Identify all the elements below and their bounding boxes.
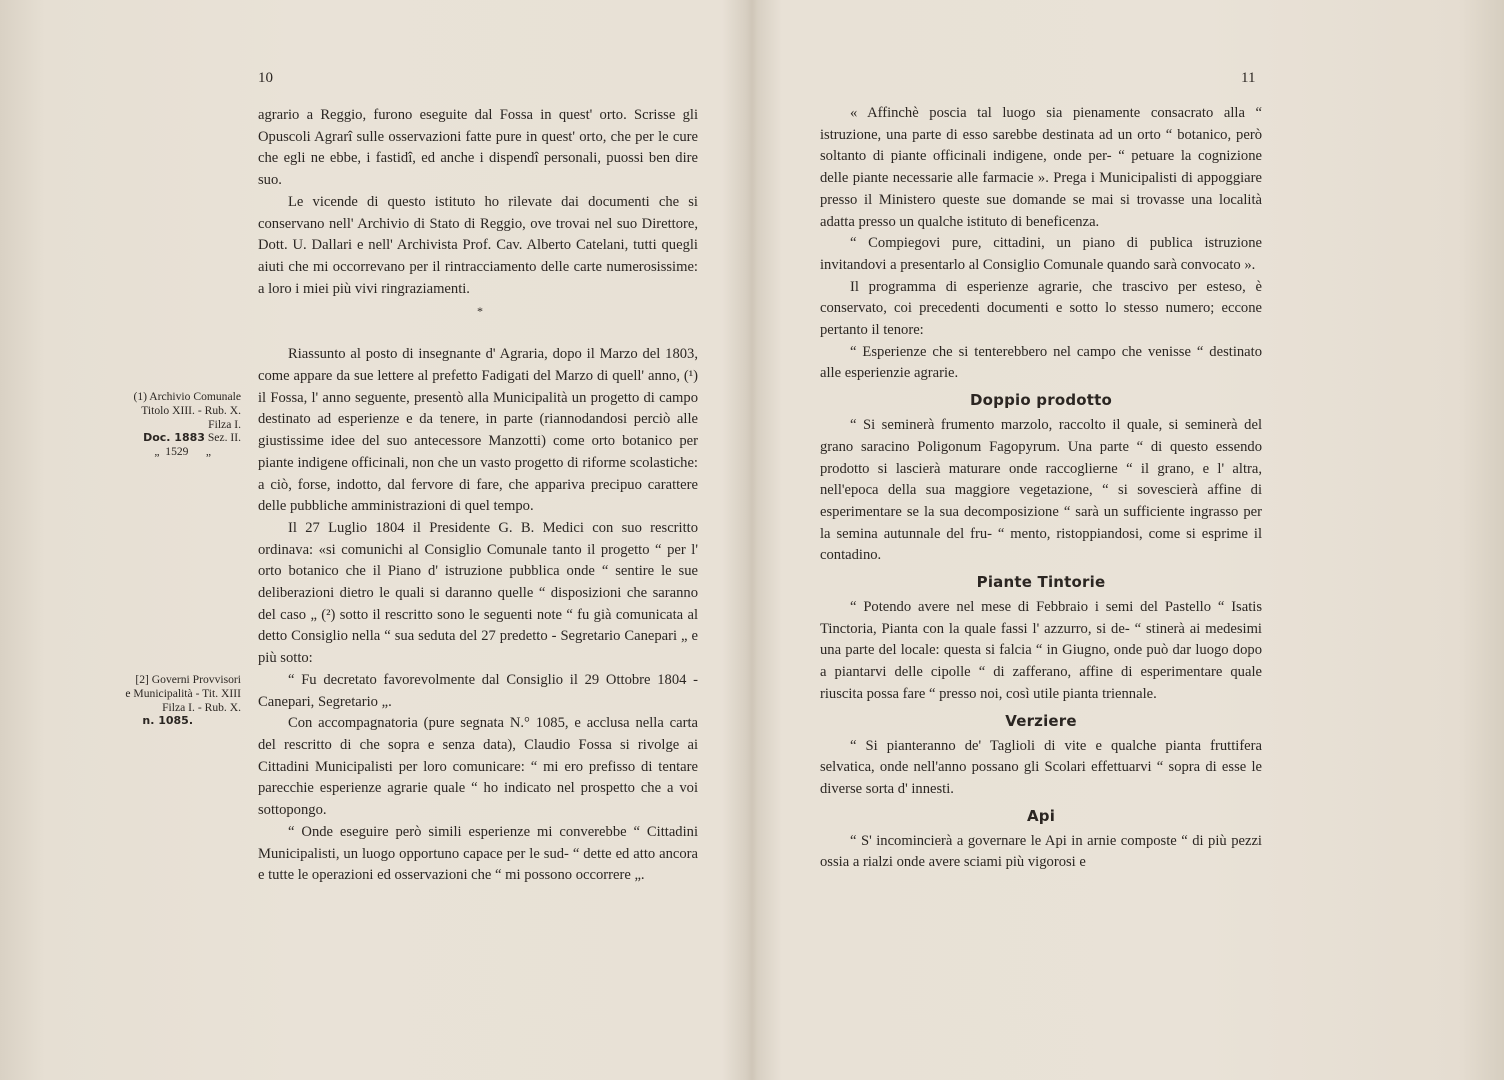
paragraph: « Affinchè poscia tal luogo sia pienamente consacrato alla “ istruzione, una parte di esso sarebbe destinata ad un orto “ botanico, però soltanto di piante officinali indigene, onde per- “ petuare la cognizione delle piante necessarie alle farmacie ». Prega i Municipalisti di appoggiare presso il Ministero queste sue domande se mai si trovasse una località adatta presso un qualche istituto di beneficenza. xyxy=(820,105,1262,230)
paragraph: “ Si pianteranno de' Taglioli di vite e qualche pianta fruttifera selvatica, onde nell'anno possano gli Scolari effettuarvi “ sopra di esse le diverse sorta d' innesti. xyxy=(820,737,1262,797)
margin-note-line: Titolo XIII. - Rub. X. xyxy=(141,403,241,417)
margin-note-doc-rest: Sez. II. xyxy=(207,431,241,445)
page-number: 10 xyxy=(258,70,273,86)
section-separator: * xyxy=(477,304,483,319)
margin-note-line: Filza I. xyxy=(208,417,241,431)
main-text-column xyxy=(258,105,698,887)
ditto-mark: „ xyxy=(205,445,211,459)
margin-note-doc-label: Doc. 1883 xyxy=(143,431,205,445)
margin-note-doc-line xyxy=(96,431,241,445)
section-heading: Verziere xyxy=(1005,711,1077,730)
margin-note-doc-number: 1529 xyxy=(165,445,189,459)
paragraph: Con accompagnatoria (pure segnata N.° 1085, e acclusa nella carta del rescritto di che sopra e senza data), Claudio Fossa si rivolge ai Cittadini Municipalisti per loro comunicare: “ mi ero prefisso di tentare parecchie esperienze agrarie quale “ ho indicato nel prospetto che a voi sottopongo. xyxy=(258,715,698,819)
main-text-column xyxy=(820,103,1262,874)
margin-note-number: n. 1085. xyxy=(142,714,193,728)
margin-note-line: e Municipalità - Tit. XIII xyxy=(125,686,241,700)
paragraph: Il 27 Luglio 1804 il Presidente G. B. Medici con suo rescritto ordinava: «si comunichi al Consiglio Comunale tanto il progetto “ per l' orto botanico che il Piano d' istruzione pubblica onde “ sentire le sue deliberazioni dietro le quali si daranno quelle “ disposizioni che saranno del caso „ (²) sotto il rescritto sono le seguenti note “ fu già comunicata al detto Consiglio nella “ sua seduta del 27 predetto - Segretario Canepari „ e più sotto: xyxy=(258,519,698,667)
paragraph: “ Esperienze che si tenterebbero nel campo che venisse “ destinato alle esperienzie agrarie. xyxy=(820,343,1262,382)
paragraph: “ Si seminerà frumento marzolo, raccolto il quale, si seminerà del grano saracino Poligonum Fagopyrum. Una parte “ di questo essendo prodotto si lascierà maturare onde raccoglierne “ il grano, e l' altra, nell'epoca della sua maggiore vegetazione, “ si sovescierà affine di esperimentare se la sua decomposizione “ sarà un sufficiente ingrasso per la semina autunnale del fru- “ mento, ristoppiandosi, come si esprime il contadino. xyxy=(820,417,1262,564)
margin-note xyxy=(96,673,241,728)
section-heading: Doppio prodotto xyxy=(969,391,1113,410)
right-page xyxy=(752,0,1504,1080)
paragraph: “ Fu decretato favorevolmente dal Consiglio il 29 Ottobre 1804 - Canepari, Segretario „. xyxy=(258,671,698,710)
margin-note xyxy=(96,390,241,459)
paragraph: Il programma di esperienze agrarie, che trascivo per esteso, è conservato, coi precedenti documenti e sotto lo stesso numero; eccone pertanto il tenore: xyxy=(820,278,1262,339)
section-heading: Piante Tintorie xyxy=(976,573,1106,592)
margin-note-line: (1) Archivio Comunale xyxy=(133,390,241,403)
paragraph: “ Onde eseguire però simili esperienze mi converebbe “ Cittadini Municipalisti, un luogo opportuno capace per le sud- “ dette ed atto ancora e tutte le operazioni ed osservazioni che “ mi possono occorrere „. xyxy=(258,823,698,884)
ditto-mark: „ xyxy=(154,445,160,459)
paragraph: “ Potendo avere nel mese di Febbraio i semi del Pastello “ Isatis Tinctoria, Pianta con la quale fassi l' azzurro, si de- “ stinerà ai medesimi una parte del locale: questa si falcia “ in Giugno, onde può dar luogo dopo a piantarvi delle cipolle “ di zafferano, affine di esperimentare quale riuscita possa fare “ presso noi, così utile pianta triennale. xyxy=(820,599,1262,702)
paragraph: “ S' incomincierà a governare le Api in arnie composte “ di più pezzi ossia a rialzi onde avere sciami più vigorosi e xyxy=(820,832,1262,871)
paragraph: “ Compiegovi pure, cittadini, un piano di publica istruzione invitandovi a presentarlo al Consiglio Comunale quando sarà convocato ». xyxy=(820,235,1262,273)
section-heading: Api xyxy=(1026,806,1056,825)
margin-note-ditto-line xyxy=(96,445,241,459)
page-number: 11 xyxy=(1241,70,1256,86)
paragraph: Le vicende di questo istituto ho rilevate dai documenti che si conservano nell' Archivio di Stato di Reggio, ove trovai nel suo Direttore, Dott. U. Dallari e nell' Archivista Prof. Cav. Alberto Catelani, tutti quegli aiuti che mi occorrevano per il rintracciamento delle carte numerosissime: a loro i miei più vivi ringraziamenti. xyxy=(258,193,698,297)
paragraph: agrario a Reggio, furono eseguite dal Fossa in quest' orto. Scrisse gli Opuscoli Agrarî sulle osservazioni fatte pure in quest' orto, che per le cure che egli ne ebbe, i fastidî, ed anche i dispendî personali, puossi ben dire suo. xyxy=(258,107,698,189)
spacer xyxy=(258,322,698,344)
paragraph: Riassunto al posto di insegnante d' Agraria, dopo il Marzo del 1803, come appare da sue lettere al prefetto Fadigati del Marzo di quell' anno, (¹) il Fossa, l' anno seguente, presentò alla Municipalità un progetto di campo destinato ad esperienze e da tenere, in parte (riannodandosi perciò alle giustissime idee del suo antecessore Manzotti) come orto botanico per piante indigene officinali, non che un vasto progetto di riforme scolastiche: a ciò, forse, indotto, dal fervore di fare, che appariva precipuo carattere delle pubbliche amministrazioni di quel tempo. xyxy=(258,346,698,515)
margin-note-line: [2] Governi Provvisori xyxy=(135,673,241,686)
margin-note-line: Filza I. - Rub. X. xyxy=(162,700,241,714)
